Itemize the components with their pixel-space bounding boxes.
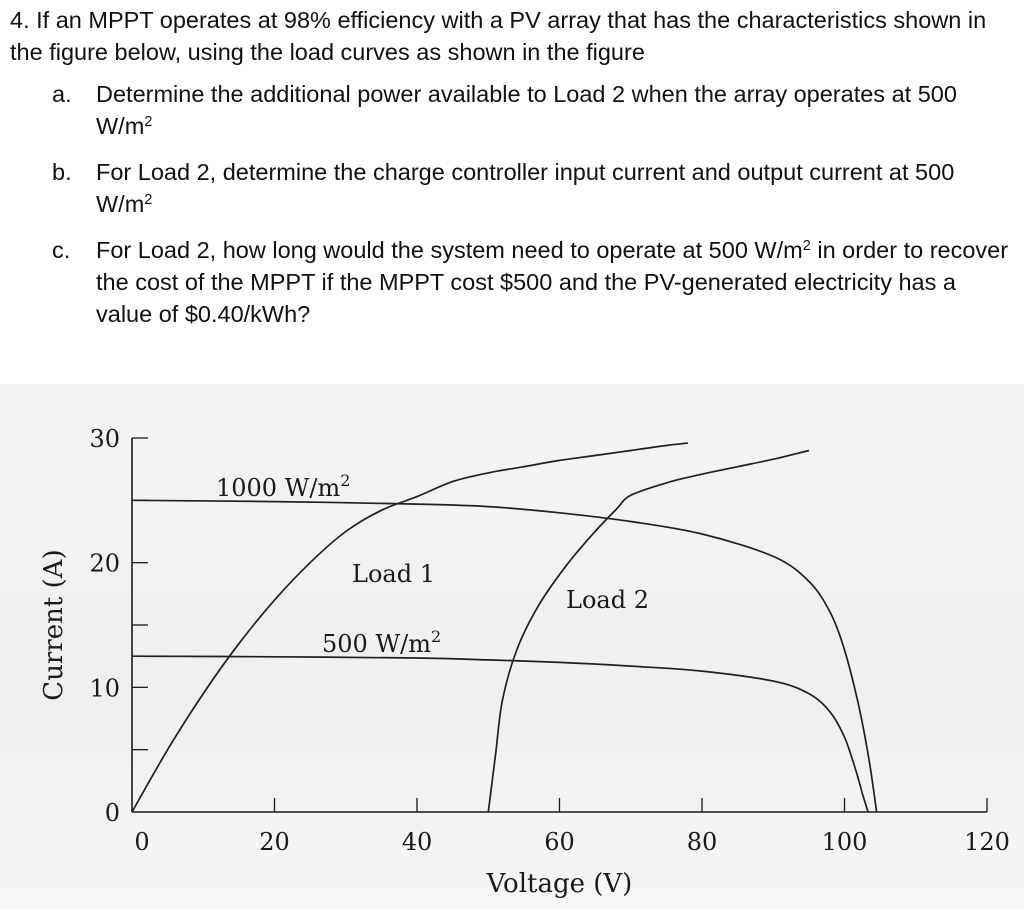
part-label: c. (52, 237, 71, 263)
x-axis-title: Voltage (V) (486, 869, 633, 899)
x-tick-label: 100 (821, 828, 868, 856)
part-superscript: 2 (144, 114, 153, 130)
y-tick-label: 30 (89, 425, 120, 453)
part-superscript: 2 (144, 192, 153, 208)
part-text: Determine the additional power available to Load 2 when the array operates at 500 W/m (96, 81, 957, 139)
part-label: b. (52, 159, 72, 185)
series-500-wm2-curve (132, 656, 868, 812)
question-part-c (10, 234, 1015, 330)
series-label-1000-wm2: 1000 $W/m^2$ (216, 471, 351, 502)
series-label-500-wm2: 500 $W/m^2$ (322, 627, 442, 658)
y-axis-title: Current (A) (39, 549, 69, 701)
y-tick-label: 10 (89, 674, 120, 703)
question-block (10, 4, 1015, 344)
labels-group (216, 471, 649, 658)
iv-curve-figure (0, 384, 1024, 909)
x-tick-label: 40 (401, 828, 433, 856)
part-text-tail: in order to recover the cost of the MPPT if the MPPT cost $500 and the PV-generated electricity has a value of $0.40/kWh? (96, 237, 1009, 327)
series-load-2-curve (488, 451, 809, 813)
x-tick-label: 20 (259, 828, 290, 856)
part-text: For Load 2, determine the charge controller input current and output current at 500 W/m (96, 159, 955, 217)
question-text: 4. If an MPPT operates at 98% efficiency with a PV array that has the characteristics shown in the figure below, using the load curves as shown in the figure (10, 7, 987, 65)
axes (39, 425, 1010, 899)
part-label: a. (52, 81, 72, 107)
y-tick-label: 20 (89, 549, 120, 578)
part-superscript: 2 (802, 238, 811, 254)
part-text: For Load 2, how long would the system need to operate at 500 W/m (96, 237, 803, 263)
series-label-load-1: Load 1 (352, 560, 435, 588)
x-tick-label: 120 (964, 828, 1010, 856)
x-tick-label: 60 (544, 828, 575, 856)
question-parts (10, 78, 1015, 330)
series-label-load-2: Load 2 (566, 586, 649, 614)
iv-chart (0, 384, 1024, 909)
y-tick-label: 0 (104, 799, 120, 827)
question-part-b (10, 156, 1015, 220)
x-tick-label: 0 (134, 828, 150, 856)
x-tick-label: 80 (686, 828, 718, 856)
question-part-a (10, 78, 1015, 142)
